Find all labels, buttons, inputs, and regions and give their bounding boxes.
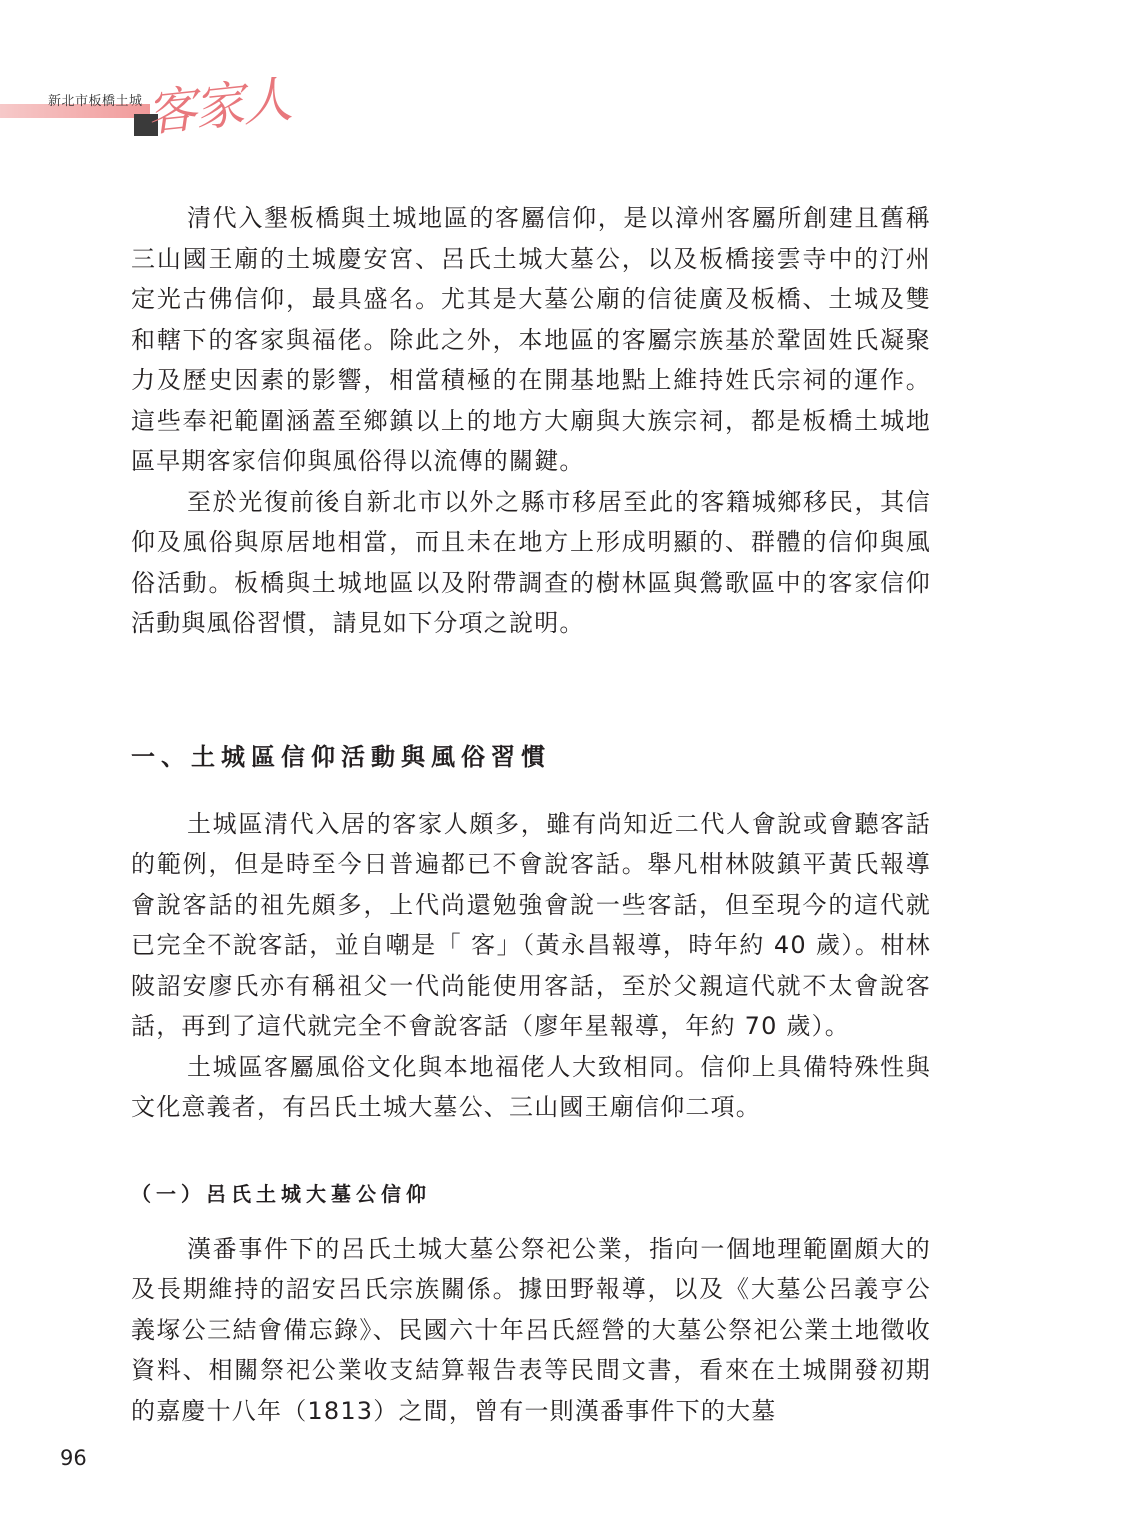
page-number: 96 <box>60 1446 87 1470</box>
paragraph-tucheng-2: 土城區客屬風俗文化與本地福佬人大致相同。信仰上具備特殊性與文化意義者，有呂氏土城大墓公、三山國王廟信仰二項。 <box>131 1052 931 1121</box>
running-header <box>0 70 320 150</box>
paragraph-lu-family-1: 漢番事件下的呂氏土城大墓公祭祀公業，指向一個地理範圍頗大的及長期維持的詔安呂氏宗族關係。據田野報導，以及《大墓公呂義亨公義塚公三結會備忘錄》、民國六十年呂氏經營的大墓公祭祀公業土地徵收資料、相關祭祀公業收支結算報告表等民間文書，看來在土城開發初期的嘉慶十八年（1813）之間，曾有一則漢番事件下的大墓 <box>131 1234 931 1425</box>
page-body <box>131 198 931 1431</box>
paragraph-intro-1: 清代入墾板橋與土城地區的客屬信仰，是以漳州客屬所創建且舊稱三山國王廟的土城慶安宮、呂氏土城大墓公，以及板橋接雲寺中的汀州定光古佛信仰，最具盛名。尤其是大墓公廟的信徒廣及板橋、土城及雙和轄下的客家與福佬。除此之外，本地區的客屬宗族基於鞏固姓氏凝聚力及歷史因素的影響，相當積極的在開基地點上維持姓氏宗祠的運作。這些奉祀範圍涵蓋至鄉鎮以上的地方大廟與大族宗祠，都是板橋土城地區早期客家信仰與風俗得以流傳的關鍵。 <box>131 204 931 475</box>
header-book-title: 新北市板橋土城 <box>48 94 143 109</box>
paragraph-intro-2: 至於光復前後自新北市以外之縣市移居至此的客籍城鄉移民，其信仰及風俗與原居地相當，而且未在地方上形成明顯的、群體的信仰與風俗活動。板橋與土城地區以及附帶調查的樹林區與鶯歌區中的客家信仰活動與風俗習慣，請見如下分項之說明。 <box>131 487 931 637</box>
paragraph-tucheng-1: 土城區清代入居的客家人頗多，雖有尚知近二代人會說或會聽客話的範例，但是時至今日普遍都已不會說客話。舉凡柑林陂鎮平黃氏報導會說客話的祖先頗多，上代尚還勉強會說一些客話，但至現今的這代就已完全不說客話，並自嘲是「 客」（黃永昌報導，時年約 40 歲）。柑林陂詔安廖氏亦有稱祖父一代尚能使用客話，至於父親這代就不太會說客話，再到了這代就完全不會說客話（廖年星報導，年約 70 歲）。 <box>131 809 931 1040</box>
section-heading-tucheng: 一、土城區信仰活動與風俗習慣 <box>131 741 551 771</box>
subsection-heading-lu-family: （一）呂氏土城大墓公信仰 <box>131 1181 431 1206</box>
header-logo-calligraphy: 客家人 <box>143 70 293 144</box>
